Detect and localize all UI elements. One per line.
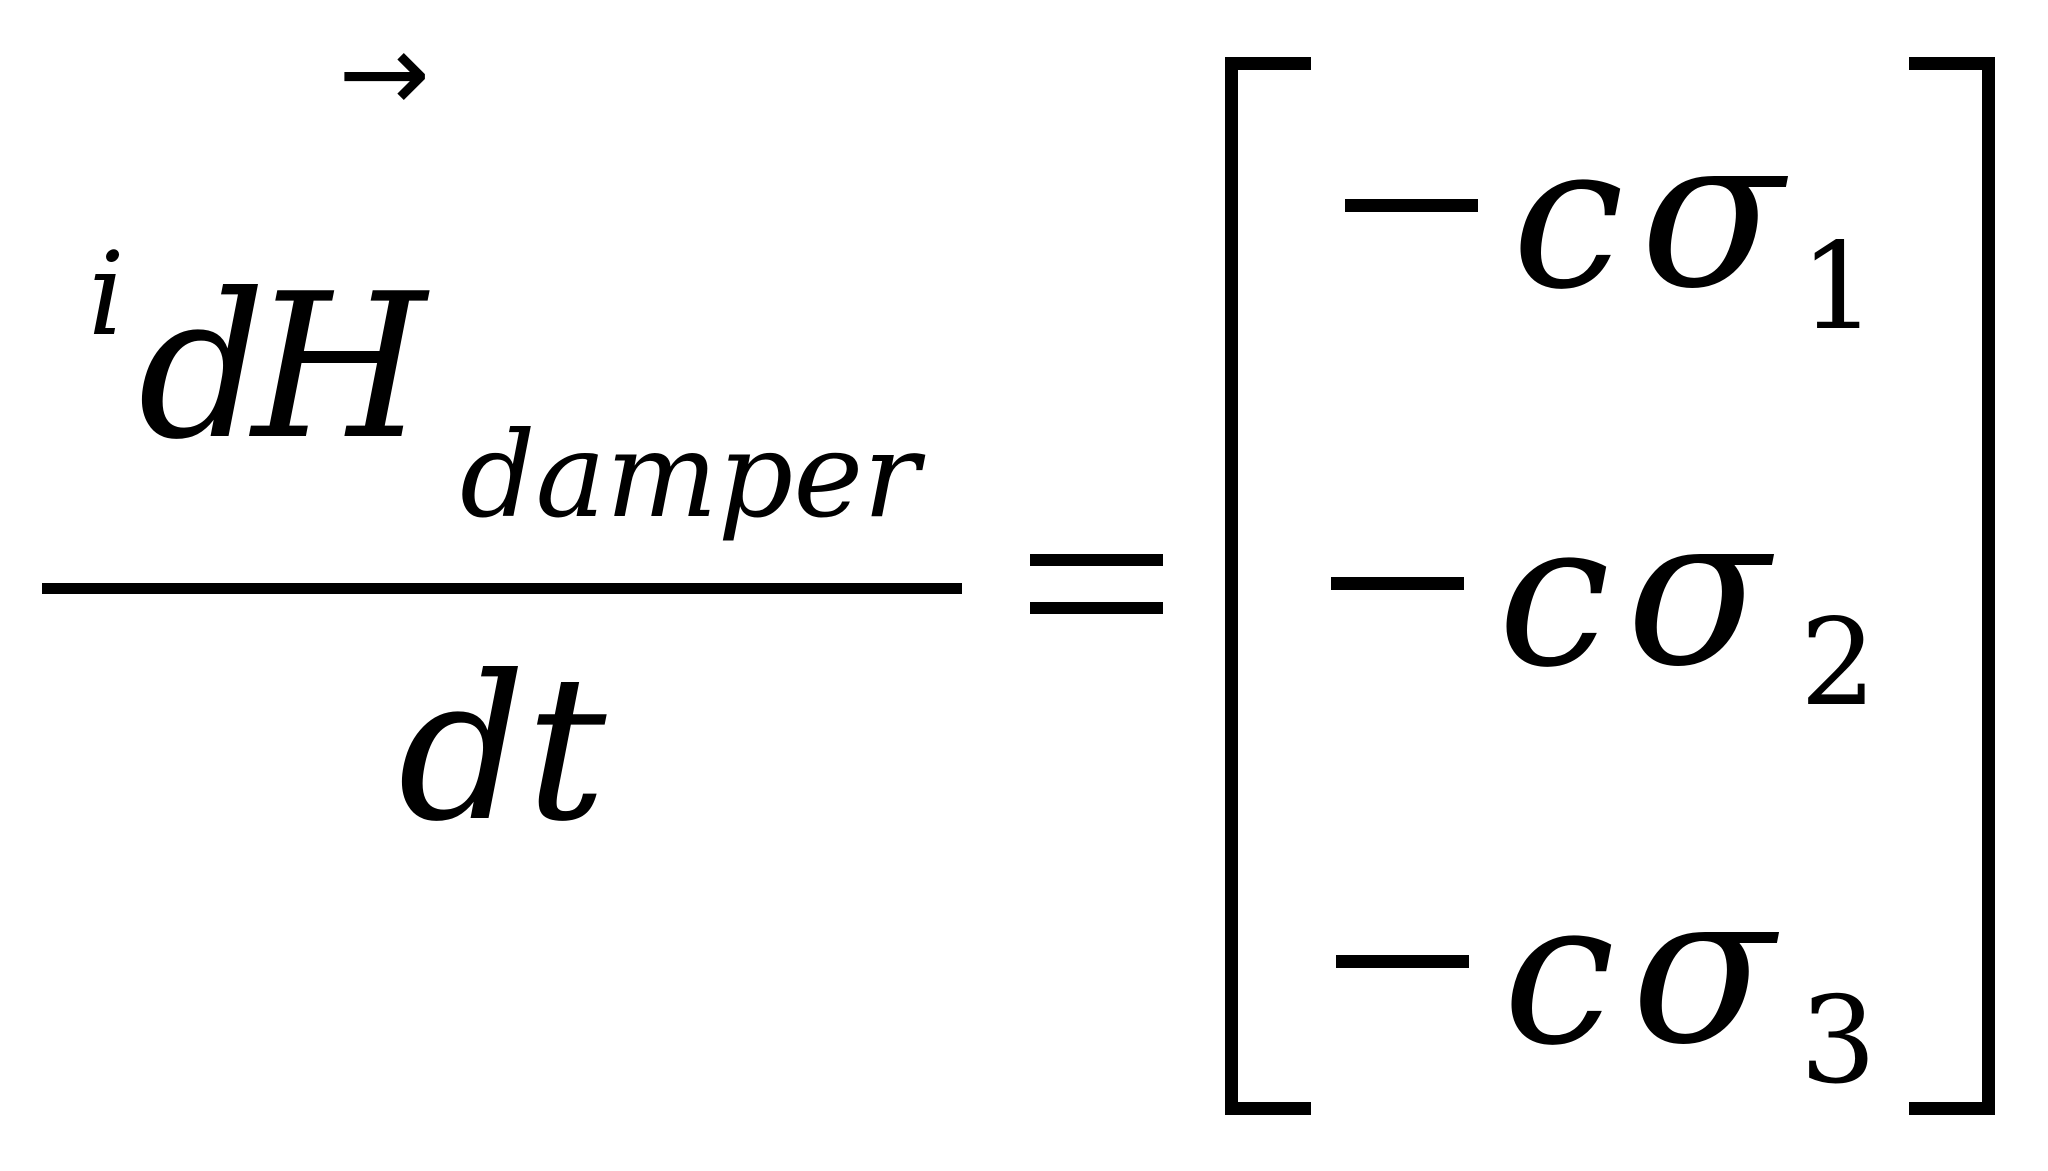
row-1-coefficient: c (1512, 101, 1625, 334)
row-3-sigma: σ (1631, 846, 1775, 1091)
row-1-index: 1 (1800, 218, 1877, 357)
equals-top-bar (1030, 554, 1163, 566)
row-3-coefficient: c (1503, 857, 1616, 1090)
row-2-index: 2 (1800, 594, 1877, 733)
row-2-sigma: σ (1626, 468, 1770, 713)
row-2-minus (1331, 577, 1464, 590)
numerator-symbol: H (252, 251, 427, 484)
matrix-right-bracket (1909, 57, 1995, 1115)
numerator-differential: d (138, 251, 267, 484)
row-3-minus (1336, 955, 1469, 968)
fraction-bar (42, 583, 962, 594)
matrix-left-bracket (1225, 57, 1311, 1115)
row-1-sigma: σ (1640, 90, 1784, 335)
denominator: dt (398, 633, 607, 866)
equals-sign (1030, 550, 1038, 561)
numerator-subscript: damper (460, 406, 920, 544)
frame-superscript: i (88, 228, 125, 362)
row-1-sign (1345, 195, 1353, 206)
row-3-sign (1336, 951, 1344, 962)
row-2-sign (1331, 573, 1339, 584)
row-3-index: 3 (1800, 972, 1877, 1111)
row-2-coefficient: c (1498, 479, 1611, 712)
vector-arrow-icon: → (338, 9, 431, 137)
equals-bottom-bar (1030, 602, 1163, 614)
row-1-minus (1345, 199, 1478, 212)
